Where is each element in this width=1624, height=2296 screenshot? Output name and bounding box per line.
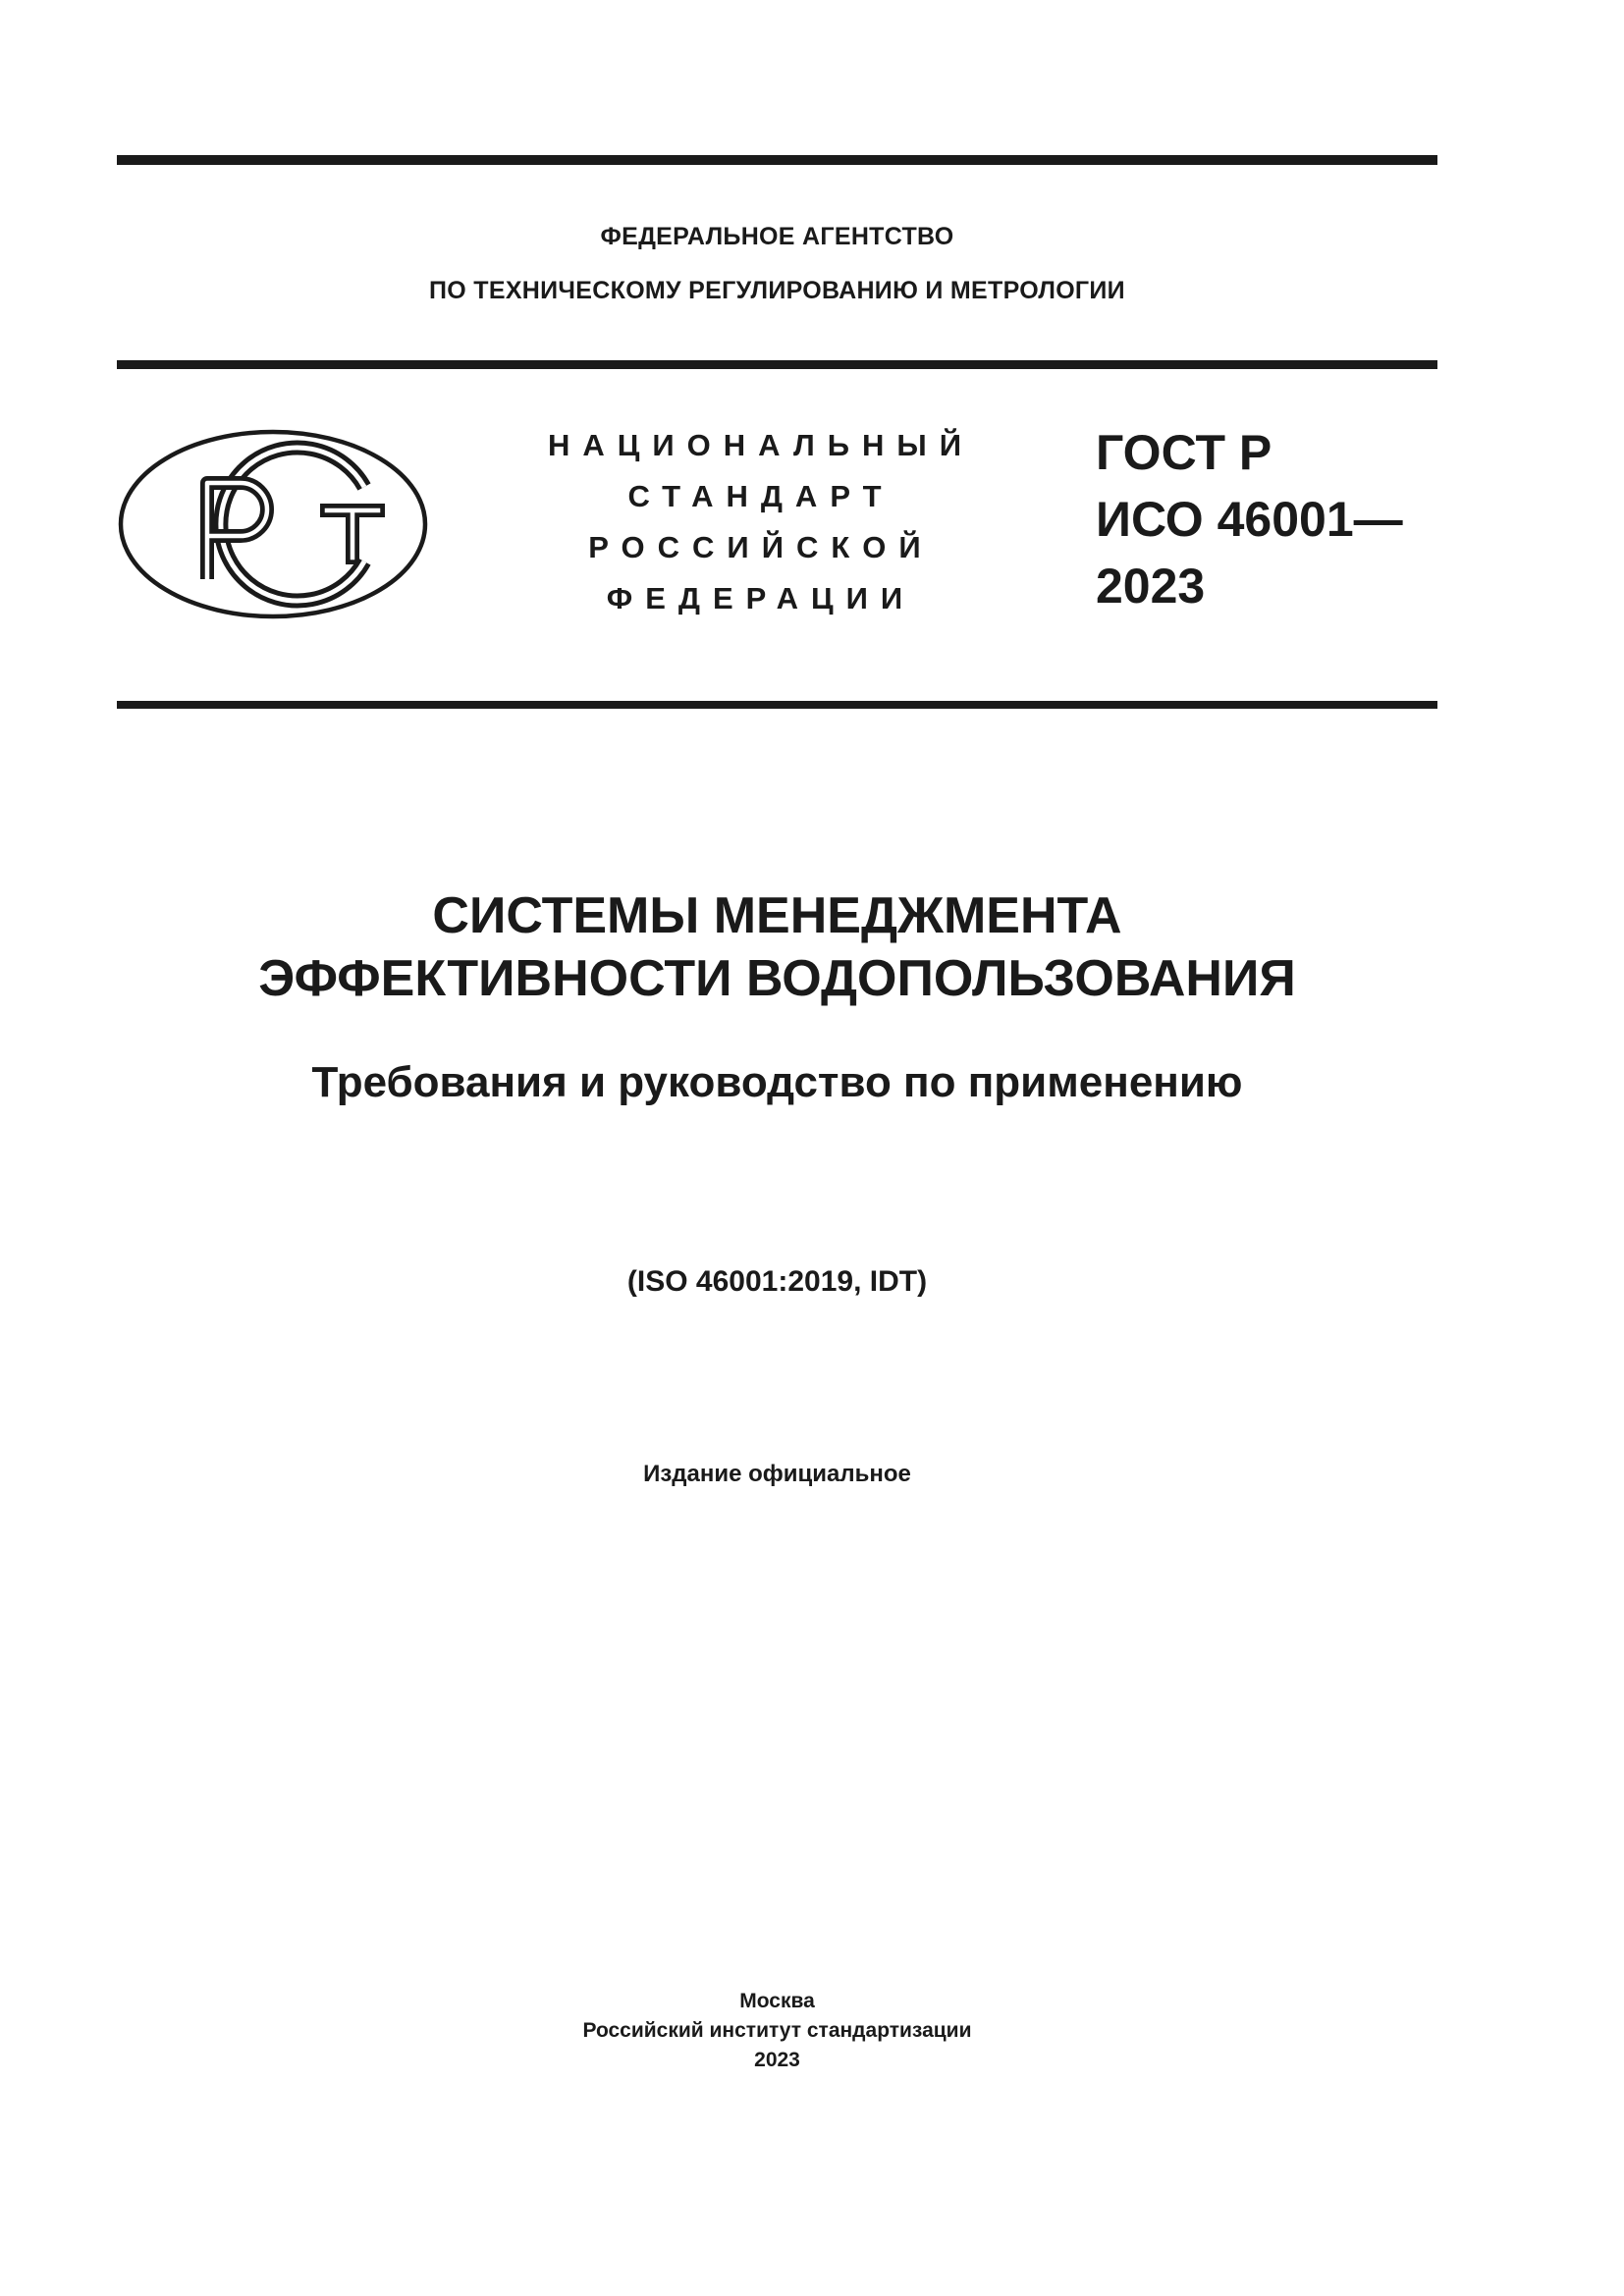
- designation-line-1: ГОСТ Р: [1096, 425, 1272, 480]
- standard-designation: [1096, 419, 1403, 619]
- document-title-line-1: СИСТЕМЫ МЕНЕДЖМЕНТА: [432, 887, 1122, 944]
- document-subtitle: Требования и руководство по применению: [311, 1058, 1243, 1106]
- imprint: [117, 1987, 1437, 2075]
- national-standard-line-1: НАЦИОНАЛЬНЫЙ: [547, 428, 975, 462]
- iso-reference: (ISO 46001:2019, IDT): [626, 1265, 928, 1298]
- imprint-city: Москва: [739, 1990, 815, 2012]
- imprint-year: 2023: [754, 2049, 800, 2071]
- national-standard-line-2: СТАНДАРТ: [627, 479, 894, 513]
- national-standard-line-3: РОССИЙСКОЙ: [588, 530, 934, 564]
- header-divider: [117, 360, 1437, 369]
- document-title-line-2: ЭФФЕКТИВНОСТИ ВОДОПОЛЬЗОВАНИЯ: [258, 950, 1296, 1007]
- top-divider: [117, 155, 1437, 165]
- national-standard-line-4: ФЕДЕРАЦИИ: [606, 581, 916, 615]
- edition-note: Издание официальное: [643, 1461, 911, 1487]
- document-title: [117, 884, 1437, 1010]
- standard-block-divider: [117, 701, 1437, 709]
- rst-emblem-icon: [117, 428, 429, 620]
- agency-name-line-2: ПО ТЕХНИЧЕСКОМУ РЕГУЛИРОВАНИЮ И МЕТРОЛОГИИ: [429, 277, 1125, 304]
- designation-line-2: ИСО 46001—: [1096, 492, 1403, 547]
- agency-name-line-1: ФЕДЕРАЛЬНОЕ АГЕНТСТВО: [600, 223, 954, 250]
- imprint-publisher: Российский институт стандартизации: [582, 2019, 972, 2042]
- designation-line-3: 2023: [1096, 559, 1206, 614]
